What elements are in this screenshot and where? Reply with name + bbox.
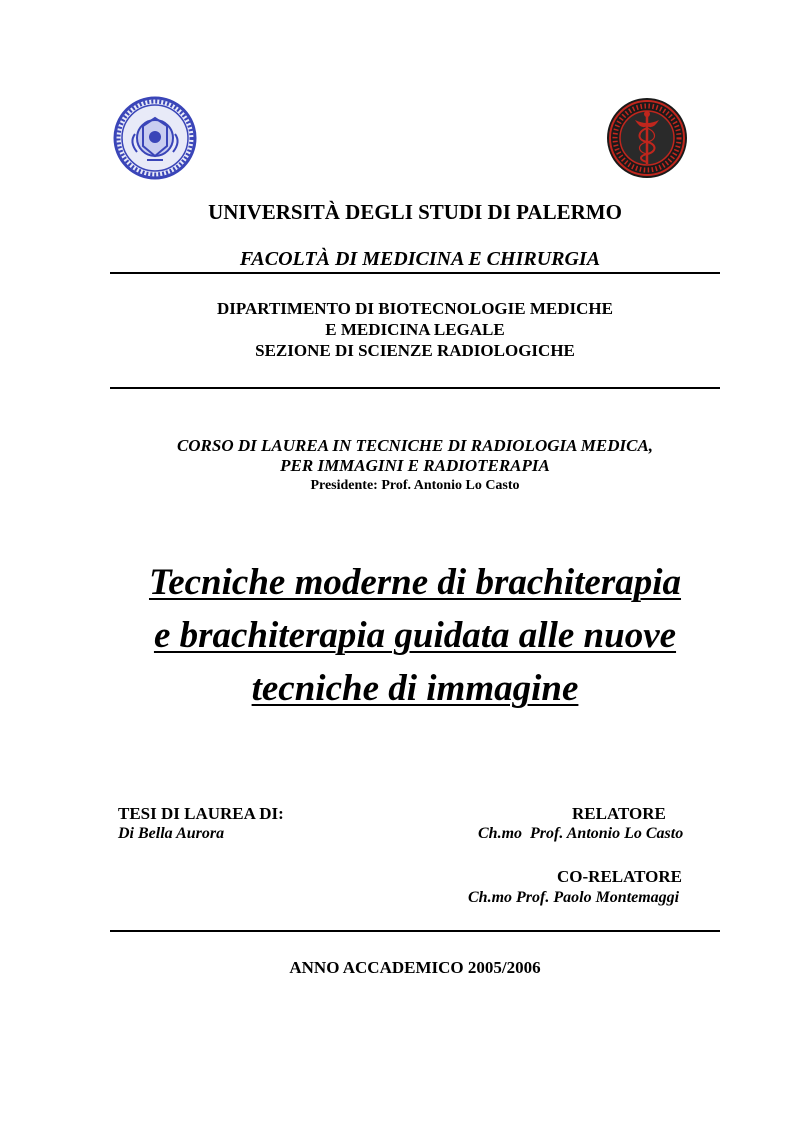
faculty-seal-logo <box>605 96 689 180</box>
thesis-title-line: Tecniche moderne di brachiterapia <box>148 562 682 603</box>
university-name: UNIVERSITÀ DEGLI STUDI DI PALERMO <box>208 200 622 224</box>
university-seal-logo <box>113 96 197 180</box>
thesis-title-line: tecniche di immagine <box>251 668 579 709</box>
department-line: E MEDICINA LEGALE <box>325 320 505 339</box>
thesis-title-line: e brachiterapia guidata alle nuove <box>153 615 677 656</box>
course-line: PER IMMAGINI E RADIOTERAPIA <box>280 456 550 475</box>
course-president: Presidente: Prof. Antonio Lo Casto <box>310 478 520 493</box>
cosupervisor-label: CO-RELATORE <box>557 867 683 886</box>
faculty-name: FACOLTÀ DI MEDICINA E CHIRURGIA <box>239 248 601 270</box>
department-block <box>110 298 720 361</box>
department-line: DIPARTIMENTO DI BIOTECNOLOGIE MEDICHE <box>217 299 613 318</box>
divider-bottom <box>110 930 720 932</box>
academic-year: ANNO ACCADEMICO 2005/2006 <box>289 958 541 977</box>
supervisor-label: RELATORE <box>572 804 666 823</box>
cosupervisor-name: Ch.mo Prof. Paolo Montemaggi <box>468 889 680 906</box>
course-block <box>110 436 720 476</box>
supervisor-name: Ch.mo Prof. Antonio Lo Casto <box>478 825 684 842</box>
thesis-title <box>90 556 740 715</box>
course-line: CORSO DI LAUREA IN TECNICHE DI RADIOLOGIA MEDICA, <box>176 436 654 455</box>
thesis-author: Di Bella Aurora <box>118 825 225 842</box>
divider-top <box>110 272 720 274</box>
thesis-author-label: TESI DI LAUREA DI: <box>118 804 284 823</box>
divider-middle <box>110 387 720 389</box>
department-line: SEZIONE DI SCIENZE RADIOLOGICHE <box>255 341 575 360</box>
